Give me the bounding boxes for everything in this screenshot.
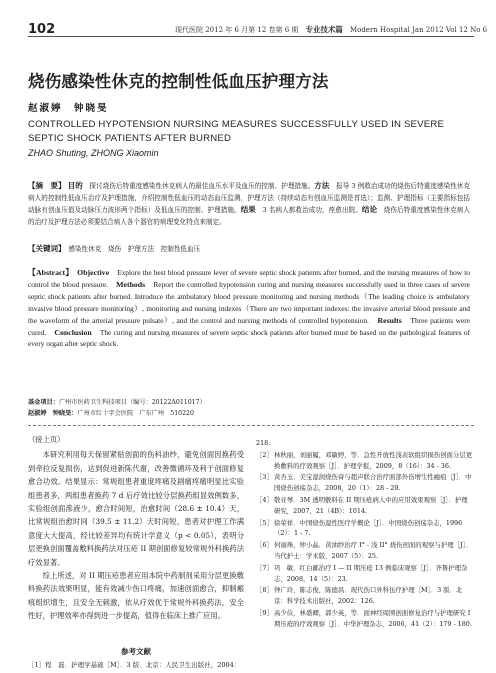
abstract-zh-conclusion: 烧伤后特重度感染性休克病人的治疗及护理方法必须要结合病人各个器官的病理变化特点来制定。 (28, 206, 471, 226)
reference-item: ［5］ 徐荣祥．中国烧伤湿性医疗学概论［J］．中国烧伤创疡杂志，1996（2）：1 - 7. (256, 518, 463, 538)
body-paragraph-1: 本研究利用每天保留紧贴创面的伤科油纱，避免创面因换药受到牵拉反复损伤，达到促进新陈代谢，改善微循环及利于创面修复愈合功效。结果显示：常规组患者重度疼痛及剧痛疼痛明显比实验组患者多，两组患者换药 7 d 后疗效比较分层换药组显效例数多，实验组创面滲液少，愈合时间短，治愈时间（28.6 ± 10.4）天，比常规组治愈时间（39.5 ± 11.2）天时间短，患者对护理工作满意度大大提高，经比较差异均有统计学意义（p < 0.05），表明分层更换创面覆盖敷料换药法对压疮 II 期创面修复较常规外科换药法疗效显著。 (28, 450, 244, 567)
abstract-zh-objective-label: 目的 (67, 181, 83, 190)
page-number: 102 (28, 22, 56, 37)
reference-item: ［9］ 高少俭，林盛卿，郭少英，等．面神经周围创面修复治疗与护理研究 I 期压疮的疗效观察［J］．中华护理杂志，2006，41（2）：179 - 180. (256, 608, 472, 628)
reference-item: ［3］ 黄杏玉．美宝湿润烧伤膏与超声联合治疗面部外伤增生性瘢痕［J］．中国烧伤创疡杂志，2008，20（1）：28 - 29. (256, 473, 472, 493)
author-affiliation: 广州市红十字会医院 广东广州 510220 (77, 409, 194, 417)
authors-zh: 赵淑婷 钟晓旻 (28, 103, 109, 114)
abstract-zh-method-label: 方法 (314, 181, 330, 190)
abstract-zh-objective: 探讨烧伤后特重度感染性休克病人的最佳血压水平及血压的控制、护理措施。 (89, 182, 315, 190)
abstract-zh-method: 报导 3 例救治成功的烧伤后特重度感染性休克病人的控制性低血压治疗及护理措施，介绍控制性低血压的动态血压监测，护理方法（持续动态有创血压监测是首选）；监测、护理指标（主要指标包括动脉有创血压值及动脉压力波形两个指标）及低血压的控制、护理措施。 (28, 182, 471, 214)
reference-item: ［7］ 巩 敏．红白鄙治疗 I — II 期压疮 13 例临床观察［J］．齐鲁护理杂志，2008，14（5）：23. (256, 563, 468, 583)
body-left-column (28, 433, 244, 623)
funding-info (28, 398, 206, 419)
references-heading: 参考文献 (121, 647, 151, 656)
keywords-zh-text: 感染性休克 烧伤 护理方法 控制性低血压 (68, 245, 201, 253)
journal-header (175, 24, 487, 35)
keywords-zh (28, 243, 470, 254)
reference-item: ［8］ 钟广玲，陈志俊，陈德昌．现代伤口外科伍疗护理［M］．3 版．北京：科学技术出版社，2002：126. (256, 586, 463, 606)
reference-item: ［6］ 何丽珠，钟小晶．黄油纱治疗 I° - 浅 II° 烧伤创面的观察与护理［J］．当代护士：学术版，2007（5）：25. (256, 541, 473, 560)
section-divider (28, 425, 474, 426)
abstract-en-objective: Explore the best blood pressure lever of severe septic shock patients after burned, and the nursing measures of how to control the blood pressure. (28, 268, 470, 289)
abstract-en-conclusion: The curing and nursing measures of severe septic shock patients after burned must be based on the pathological features of every organ after septic shock. (28, 327, 470, 349)
reference-1-number: ［1］ (28, 661, 46, 669)
abstract-zh-conclusion-label: 结论 (361, 205, 378, 214)
header-rule (28, 36, 474, 37)
fund-label: 基金项目： (28, 399, 59, 406)
abstract-en (28, 267, 470, 350)
abstract-en-result: Three patients were cured. (28, 315, 470, 337)
abstract-en-method: Report the controlled hypotension curing and nursing measures successfully used in three cases of severe septic shock patients after burned. Introduce the ambulatory blood pressure monitoring and nursing methods（The leading choice is ambulatory invasive blood pressure monitoring）, monitoring and nursing indexes（There are two important indexes: the invasive arterial blood pressure and the waveform of the arterial pressure pulsate）, and the control and nursing methods of controlled hypotension. (28, 279, 470, 325)
abstract-en-method-label: Methods (116, 279, 146, 289)
article-title-en: CONTROLLED HYPOTENSION NURSING MEASURES SUCCESSFULLY USED IN SEVERE SEPTIC SHOCK PATIENTS AFTER BURNED (28, 119, 445, 144)
fund-text: 广州市医药卫生科技项目（编号：20122A011017） (58, 399, 206, 406)
abstract-zh-result-label: 结果 (240, 205, 256, 214)
abstract-zh-label: 【摘 要】 (28, 181, 66, 190)
body-paragraph-2: 综上所述，对 II 期压疮患者应用本院中药制剂采用分层更换敷料换药法效果明显，能有效减少伤口疼痛，加速创面愈合，抑制瘢痕组织增生，且安全无刺激，依从疗效优于常规外科换药法，安全性好，护理效率亦得到进一步提高，值得在临床上推广应用。 (28, 571, 244, 621)
reference-item: ［2］ 林秋丽，刘丽履，邓敏婷，等．急性开放性浅表软组织损伤创面分层更换敷料的疗效观察［J］．护理学报，2009，8（16）：34 - 36. (256, 450, 473, 470)
journal-issue-zh: 现代医院 2012 年 6 月第 12 卷第 6 期 (175, 26, 299, 34)
abstract-en-label: 【Abstract】 (28, 268, 70, 277)
reference-1 (28, 660, 244, 669)
abstract-en-result-label: Results (377, 315, 402, 325)
abstract-en-conclusion-label: Conclusion (54, 327, 92, 337)
reference-item: ［4］ 敬亚琴．3M 透明敷料在 II 期压疮病人中的应用效果观察［J］．护理研究，2007，21（4B）：1014. (256, 495, 468, 515)
journal-issue-en: Modern Hospital Jan 2012 Vol 12 No 6 (349, 26, 488, 34)
abstract-zh (28, 180, 470, 228)
reference-1-text: 程 磊．护理学基础［M］．3 版．北京：人民卫生出版社，2004： (45, 661, 241, 669)
author-affiliation-label: 赵淑婷 钟晓旻： (28, 409, 78, 417)
reference-continued: 218. (256, 439, 271, 447)
journal-slogan: 专业技术篇 (305, 25, 343, 34)
references-right-column (256, 438, 474, 631)
keywords-zh-label: 【关键词】 (28, 244, 62, 253)
article-title-zh: 烧伤感染性休克的控制性低血压护理方法 (28, 72, 329, 91)
continued-note: （接上页） (28, 435, 65, 444)
abstract-zh-result: 3 名病人都救治成功，痊愈出院。 (262, 206, 362, 214)
authors-en: ZHAO Shuting, ZHONG Xiaomin (28, 148, 159, 158)
abstract-en-objective-label: Objective (77, 268, 110, 277)
